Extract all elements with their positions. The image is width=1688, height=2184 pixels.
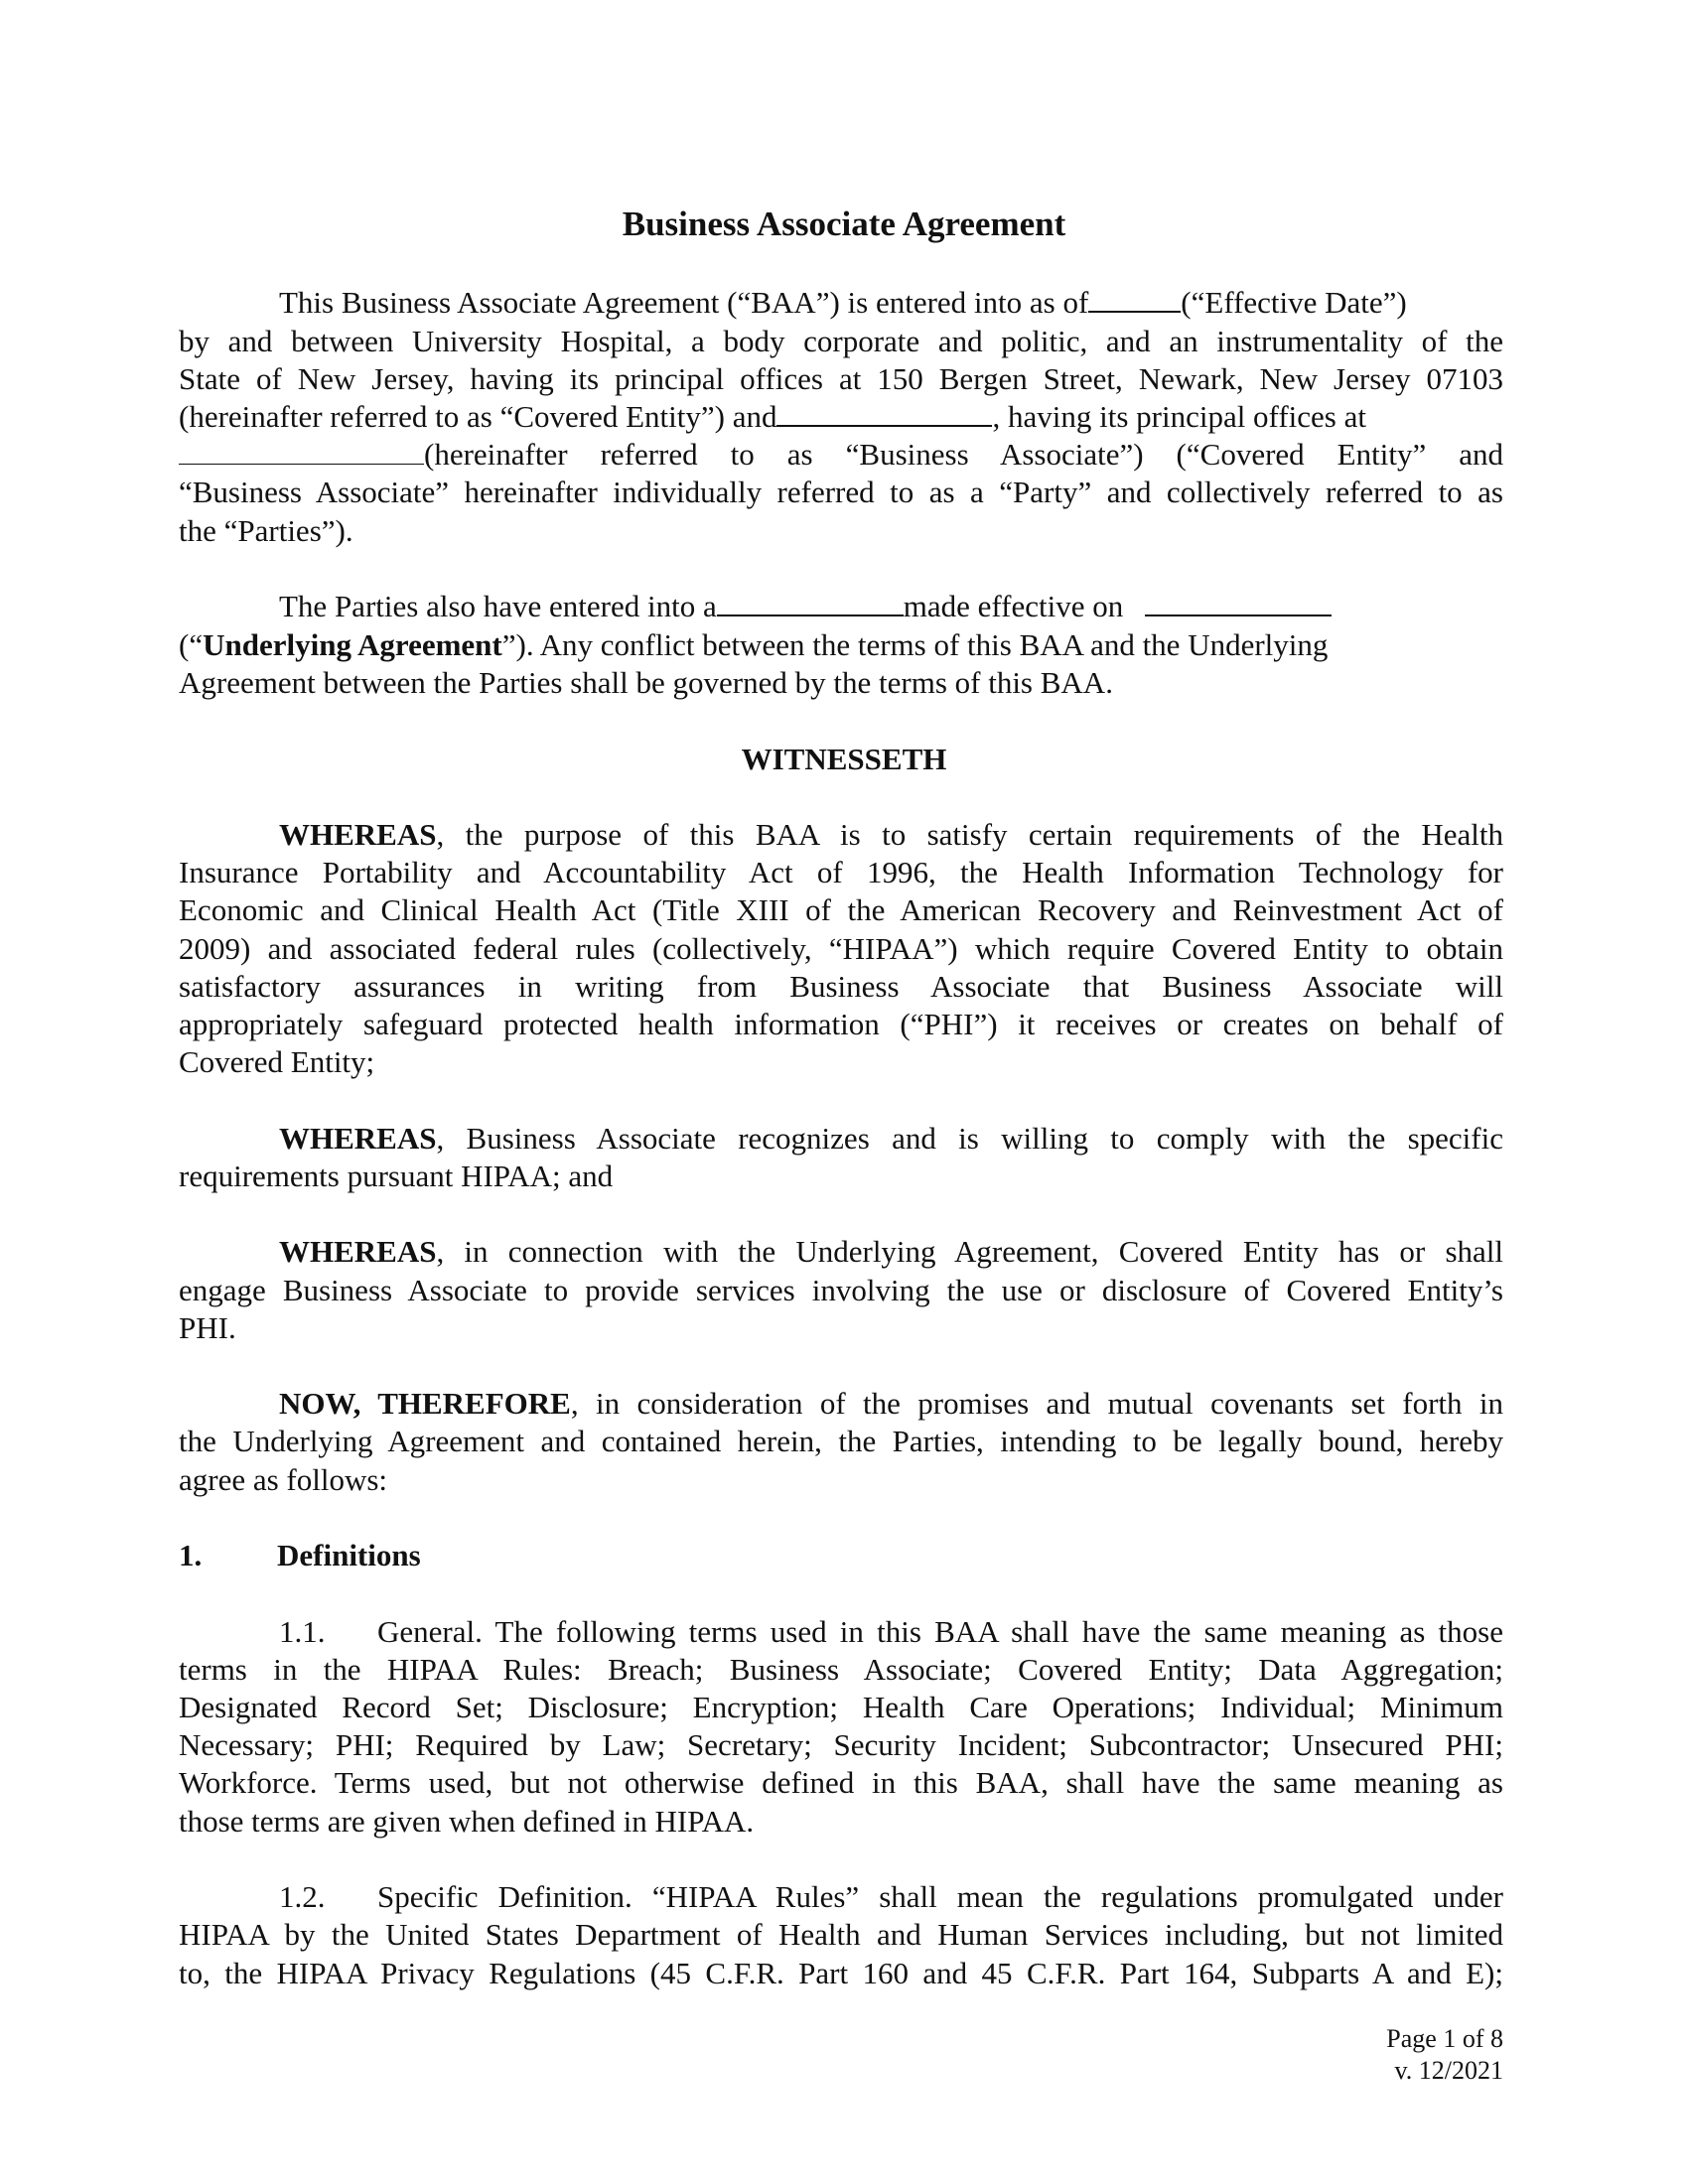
page-number: Page 1 of 8 bbox=[1386, 2024, 1503, 2053]
whereas-label: WHEREAS bbox=[279, 817, 437, 852]
whereas-line: satisfactory assurances in writing from Business Associate that Business Associate will bbox=[179, 969, 1503, 1004]
subsection-number: 1.1. bbox=[279, 1614, 326, 1649]
subsection-number: 1.2. bbox=[279, 1879, 326, 1914]
underlying-text: (“ bbox=[179, 627, 204, 662]
whereas-text: , the purpose of this BAA is to satisfy certain requirements of the Health bbox=[436, 817, 1503, 852]
whereas-line: PHI. bbox=[179, 1310, 236, 1345]
underlying-agreement-term: Underlying Agreement bbox=[203, 627, 502, 662]
intro-line: by and between University Hospital, a body corporate and politic, and an instrumentality of the bbox=[179, 324, 1503, 358]
whereas-line: Insurance Portability and Accountability Act of 1996, the Health Information Technology for bbox=[179, 855, 1503, 889]
section-1-heading bbox=[179, 1537, 1503, 1574]
whereas-line: Economic and Clinical Health Act (Title XIII of the American Recovery and Reinvestment Act of bbox=[179, 892, 1503, 927]
whereas-line: engage Business Associate to provide services involving the use or disclosure of Covered Entity’s bbox=[179, 1273, 1503, 1307]
agreement-name-blank bbox=[717, 589, 904, 616]
intro-text: This Business Associate Agreement (“BAA”) is entered into as of bbox=[279, 285, 1089, 320]
intro-line: State of New Jersey, having its principal offices at 150 Bergen Street, Newark, New Jersey 07103 bbox=[179, 361, 1503, 396]
now-therefore-line: agree as follows: bbox=[179, 1462, 388, 1497]
subsection-line: terms in the HIPAA Rules: Breach; Business Associate; Covered Entity; Data Aggregation; bbox=[179, 1652, 1503, 1687]
version-label: v. 12/2021 bbox=[1394, 2056, 1503, 2085]
whereas-label: WHEREAS bbox=[279, 1234, 437, 1269]
agreement-date-blank bbox=[1145, 589, 1332, 616]
effective-date-blank bbox=[1088, 285, 1181, 313]
section-title: Definitions bbox=[277, 1538, 421, 1572]
intro-text: (hereinafter referred to as “Covered Entity”) and bbox=[179, 399, 777, 434]
underlying-line: Agreement between the Parties shall be governed by the terms of this BAA. bbox=[179, 665, 1113, 700]
whereas-text: , in connection with the Underlying Agreement, Covered Entity has or shall bbox=[436, 1234, 1503, 1269]
intro-line: “Business Associate” hereinafter individually referred to as a “Party” and collectively referred to as bbox=[179, 475, 1503, 509]
document-title: Business Associate Agreement bbox=[622, 205, 1066, 243]
whereas-line: appropriately safeguard protected health information (“PHI”) it receives or creates on behalf of bbox=[179, 1007, 1503, 1041]
subsection-line: HIPAA by the United States Department of Health and Human Services including, but not limited bbox=[179, 1917, 1503, 1952]
principal-offices-blank bbox=[179, 438, 424, 465]
intro-text: , having its principal offices at bbox=[992, 399, 1366, 434]
underlying-text: The Parties also have entered into a bbox=[279, 589, 717, 623]
intro-text: (“Effective Date”) bbox=[1181, 285, 1407, 320]
underlying-text: ”). Any conflict between the terms of this BAA and the Underlying bbox=[501, 627, 1329, 662]
underlying-text: made effective on bbox=[903, 589, 1124, 623]
whereas-text: , Business Associate recognizes and is willing to comply with the specific bbox=[436, 1121, 1503, 1156]
now-therefore-label: NOW, THEREFORE bbox=[279, 1386, 571, 1421]
subsection-line: those terms are given when defined in HIPAA. bbox=[179, 1804, 755, 1839]
whereas-line: Covered Entity; bbox=[179, 1044, 375, 1079]
intro-text: (hereinafter referred to as “Business Associate”) (“Covered Entity” and bbox=[424, 437, 1503, 472]
subsection-line: to, the HIPAA Privacy Regulations (45 C.F.R. Part 160 and 45 C.F.R. Part 164, Subparts A and E); bbox=[179, 1956, 1503, 1990]
whereas-line: 2009) and associated federal rules (collectively, “HIPAA”) which require Covered Entity to obtain bbox=[179, 931, 1503, 966]
subsection-text: General. The following terms used in this BAA shall have the same meaning as those bbox=[377, 1614, 1503, 1649]
subsection-line: Workforce. Terms used, but not otherwise defined in this BAA, shall have the same meaning as bbox=[179, 1765, 1503, 1800]
business-associate-name-blank bbox=[776, 399, 992, 427]
section-number: 1. bbox=[179, 1538, 203, 1572]
subsection-line: Designated Record Set; Disclosure; Encryption; Health Care Operations; Individual; Minimum bbox=[179, 1690, 1503, 1724]
now-therefore-text: , in consideration of the promises and mutual covenants set forth in bbox=[570, 1386, 1503, 1421]
now-therefore-line: the Underlying Agreement and contained herein, the Parties, intending to be legally bound, hereby bbox=[179, 1424, 1503, 1458]
intro-line: the “Parties”). bbox=[179, 513, 353, 548]
subsection-line: Necessary; PHI; Required by Law; Secretary; Security Incident; Subcontractor; Unsecured PHI; bbox=[179, 1727, 1503, 1762]
subsection-text: Specific Definition. “HIPAA Rules” shall mean the regulations promulgated under bbox=[377, 1879, 1503, 1914]
whereas-label: WHEREAS bbox=[279, 1121, 437, 1156]
witnesseth-heading: WITNESSETH bbox=[741, 742, 947, 776]
whereas-line: requirements pursuant HIPAA; and bbox=[179, 1159, 614, 1193]
